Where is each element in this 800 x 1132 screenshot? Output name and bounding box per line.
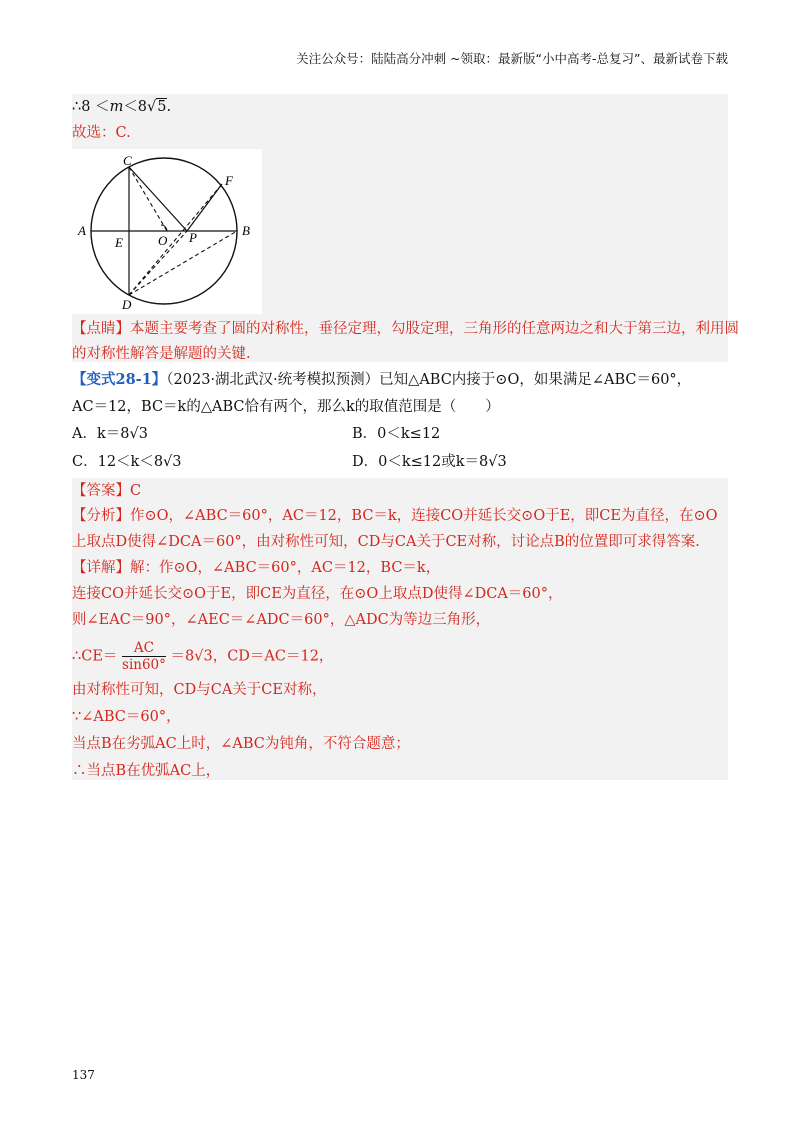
- problem-text-1: （2023·湖北武汉·统考模拟预测）已知△ABC内接于⊙O，如果满足∠ABC＝60°，: [166, 372, 692, 388]
- geometry-figure: [72, 149, 262, 314]
- choice-line: 故选：C.: [72, 125, 131, 141]
- option-a: A．k＝8√3: [72, 426, 148, 442]
- detail4-post: ＝8√3，CD＝AC＝12，: [170, 648, 334, 665]
- detail4-pre: ∴CE＝: [72, 648, 118, 665]
- comment-line-1: 【点睛】本题主要考查了圆的对称性，垂径定理，勾股定理，三角形的任意两边之和大于第三边，利用圆: [72, 321, 739, 337]
- fraction-denominator: sin60°: [122, 657, 166, 673]
- comment-line-2: 的对称性解答是解题的关键.: [72, 346, 251, 362]
- detail-line-8: ∴当点B在优弧AC上，: [72, 763, 221, 779]
- fraction-ac-over-sin60: [122, 640, 166, 673]
- page-number: 137: [72, 1068, 95, 1082]
- option-c: C．12＜k＜8√3: [72, 454, 182, 470]
- label-A: A: [78, 223, 86, 238]
- problem-line-1: [72, 370, 691, 390]
- detail-line-3: 则∠EAC＝90°，∠AEC＝∠ADC＝60°，△ADC为等边三角形，: [72, 612, 491, 628]
- detail-tag: 【详解】: [72, 560, 130, 576]
- analysis-line-2: 上取点D使得∠DCA＝60°，由对称性可知，CD与CA关于CE对称，讨论点B的位置即可求得答案.: [72, 534, 700, 550]
- detail-line-4: [72, 640, 333, 673]
- circle-diagram: [72, 149, 262, 314]
- label-B: B: [242, 223, 250, 238]
- problem-line-2: AC＝12，BC＝k的△ABC恰有两个，那么k的取值范围是（ ）: [72, 399, 500, 415]
- label-D: D: [122, 297, 132, 312]
- detail-line-2: 连接CO并延长交⊙O于E，即CE为直径，在⊙O上取点D使得∠DCA＝60°，: [72, 586, 563, 602]
- detail-line-7: 当点B在劣弧AC上时，∠ABC为钝角，不符合题意；: [72, 736, 410, 752]
- detail-line-5: 由对称性可知，CD与CA关于CE对称，: [72, 682, 327, 698]
- conclusion-lt: ＜8: [123, 99, 148, 115]
- analysis-line-1: [72, 506, 718, 526]
- label-O: O: [158, 233, 168, 248]
- label-C: C: [123, 153, 132, 168]
- problem-tag: 【变式28-1】: [72, 371, 167, 388]
- detail-line-1: [72, 558, 440, 578]
- conclusion-var: m: [109, 99, 124, 115]
- label-P: P: [189, 230, 197, 245]
- conclusion-line: ∴8 ＜m＜8√5.: [72, 99, 172, 115]
- option-d: D．0＜k≤12或k＝8√3: [352, 454, 507, 470]
- detail-text-1: 解：作⊙O，∠ABC＝60°，AC＝12，BC＝k，: [130, 560, 441, 576]
- conclusion-post: .: [166, 99, 172, 115]
- answer-label: 【答案】C: [72, 483, 142, 499]
- fraction-numerator: AC: [122, 640, 166, 657]
- analysis-tag: 【分析】: [72, 508, 130, 524]
- option-b: B．0＜k≤12: [352, 426, 441, 442]
- page-header: 关注公众号：陆陆高分冲刺 ~领取：最新版“小中高考-总复习”、最新试卷下载: [296, 51, 728, 66]
- conclusion-root: 5: [157, 99, 167, 115]
- conclusion-pre: ∴8 ＜: [72, 99, 110, 115]
- label-E: E: [115, 235, 123, 250]
- detail-line-6: ∵∠ABC＝60°，: [72, 709, 181, 725]
- label-F: F: [225, 173, 233, 188]
- analysis-text-1: 作⊙O，∠ABC＝60°，AC＝12，BC＝k，连接CO并延长交⊙O于E，即CE为直径，在⊙O: [130, 508, 718, 524]
